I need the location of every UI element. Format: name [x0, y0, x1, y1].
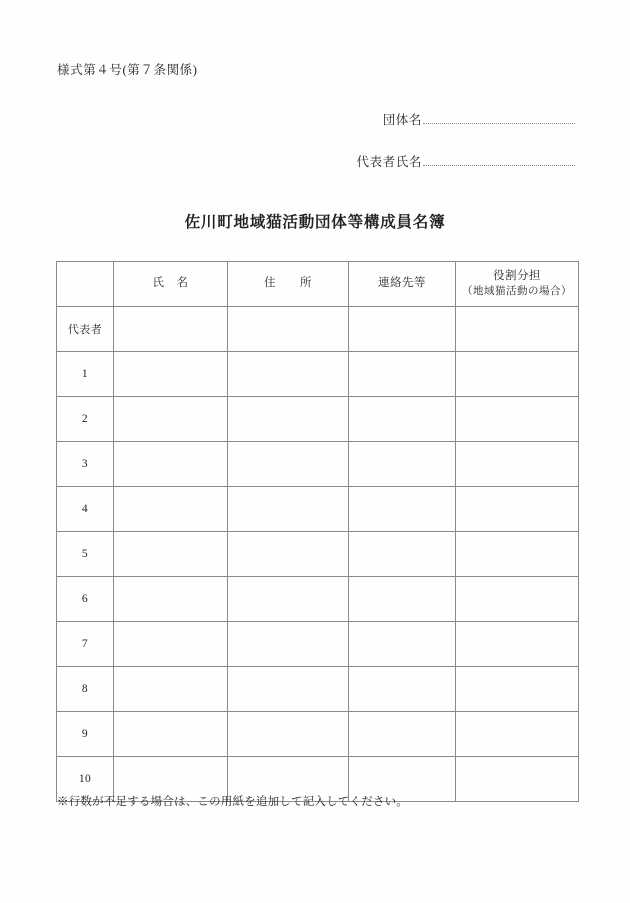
table-row [57, 712, 579, 757]
page-title: 佐川町地域猫活動団体等構成員名簿 [184, 214, 446, 231]
cell-contact[interactable] [349, 442, 456, 487]
cell-role[interactable] [456, 577, 579, 622]
row-index-cell: 4 [57, 487, 114, 532]
cell-address[interactable] [228, 532, 349, 577]
row-index-cell: 10 [57, 757, 114, 802]
cell-contact[interactable] [349, 577, 456, 622]
cell-contact[interactable] [349, 307, 456, 352]
table-row [57, 532, 579, 577]
organization-name-input[interactable] [423, 112, 575, 124]
form-number: 様式第４号(第７条関係) [57, 63, 198, 77]
cell-address[interactable] [228, 577, 349, 622]
cell-address[interactable] [228, 712, 349, 757]
cell-role[interactable] [456, 397, 579, 442]
cell-role[interactable] [456, 667, 579, 712]
organization-name-label: 団体名 [382, 113, 422, 127]
cell-role[interactable] [456, 487, 579, 532]
row-index-cell: 3 [57, 442, 114, 487]
cell-name[interactable] [114, 577, 228, 622]
member-roster-table [56, 261, 579, 802]
cell-contact[interactable] [349, 712, 456, 757]
cell-name[interactable] [114, 397, 228, 442]
cell-name[interactable] [114, 487, 228, 532]
representative-name-label: 代表者氏名 [356, 155, 422, 169]
table-row [57, 397, 579, 442]
table-row [57, 442, 579, 487]
cell-address[interactable] [228, 397, 349, 442]
cell-address[interactable] [228, 352, 349, 397]
column-header-role-sublabel: （地域猫活動の場合） [462, 285, 572, 297]
cell-contact[interactable] [349, 622, 456, 667]
table-row [57, 352, 579, 397]
table-row [57, 487, 579, 532]
representative-name-field[interactable] [330, 152, 575, 170]
cell-name[interactable] [114, 532, 228, 577]
table-body [57, 307, 579, 802]
cell-name[interactable] [114, 667, 228, 712]
cell-name[interactable] [114, 352, 228, 397]
cell-role[interactable] [456, 712, 579, 757]
table-row [57, 667, 579, 712]
cell-address[interactable] [228, 622, 349, 667]
cell-role[interactable] [456, 442, 579, 487]
cell-role[interactable] [456, 622, 579, 667]
table-row [57, 622, 579, 667]
footnote: ※行数が不足する場合は、この用紙を追加して記入してください。 [57, 796, 408, 808]
row-index-cell: 代表者 [57, 307, 114, 352]
cell-name[interactable] [114, 442, 228, 487]
cell-role[interactable] [456, 352, 579, 397]
column-header-address [228, 262, 349, 307]
table-row [57, 307, 579, 352]
cell-contact[interactable] [349, 397, 456, 442]
cell-name[interactable] [114, 307, 228, 352]
cell-address[interactable] [228, 307, 349, 352]
organization-name-field[interactable] [330, 110, 575, 128]
cell-address[interactable] [228, 487, 349, 532]
table-header-row [57, 262, 579, 307]
row-index-cell: 7 [57, 622, 114, 667]
column-header-address-label: 住 所 [264, 277, 312, 290]
cell-name[interactable] [114, 712, 228, 757]
table-row [57, 577, 579, 622]
column-header-role [456, 262, 579, 307]
cell-role[interactable] [456, 307, 579, 352]
row-index-cell: 5 [57, 532, 114, 577]
cell-address[interactable] [228, 442, 349, 487]
cell-role[interactable] [456, 532, 579, 577]
column-header-contact-label: 連絡先等 [378, 277, 426, 290]
row-index-cell: 2 [57, 397, 114, 442]
row-index-cell: 9 [57, 712, 114, 757]
cell-name[interactable] [114, 622, 228, 667]
column-header-index [57, 262, 114, 307]
column-header-contact [349, 262, 456, 307]
column-header-name-label: 氏 名 [152, 277, 189, 290]
cell-role[interactable] [456, 757, 579, 802]
representative-name-input[interactable] [423, 154, 575, 166]
column-header-name [114, 262, 228, 307]
cell-contact[interactable] [349, 667, 456, 712]
cell-address[interactable] [228, 667, 349, 712]
column-header-role-label: 役割分担 [493, 270, 541, 283]
member-roster-table-container [56, 261, 578, 802]
cell-contact[interactable] [349, 352, 456, 397]
cell-contact[interactable] [349, 487, 456, 532]
row-index-cell: 1 [57, 352, 114, 397]
cell-contact[interactable] [349, 532, 456, 577]
row-index-cell: 8 [57, 667, 114, 712]
row-index-cell: 6 [57, 577, 114, 622]
